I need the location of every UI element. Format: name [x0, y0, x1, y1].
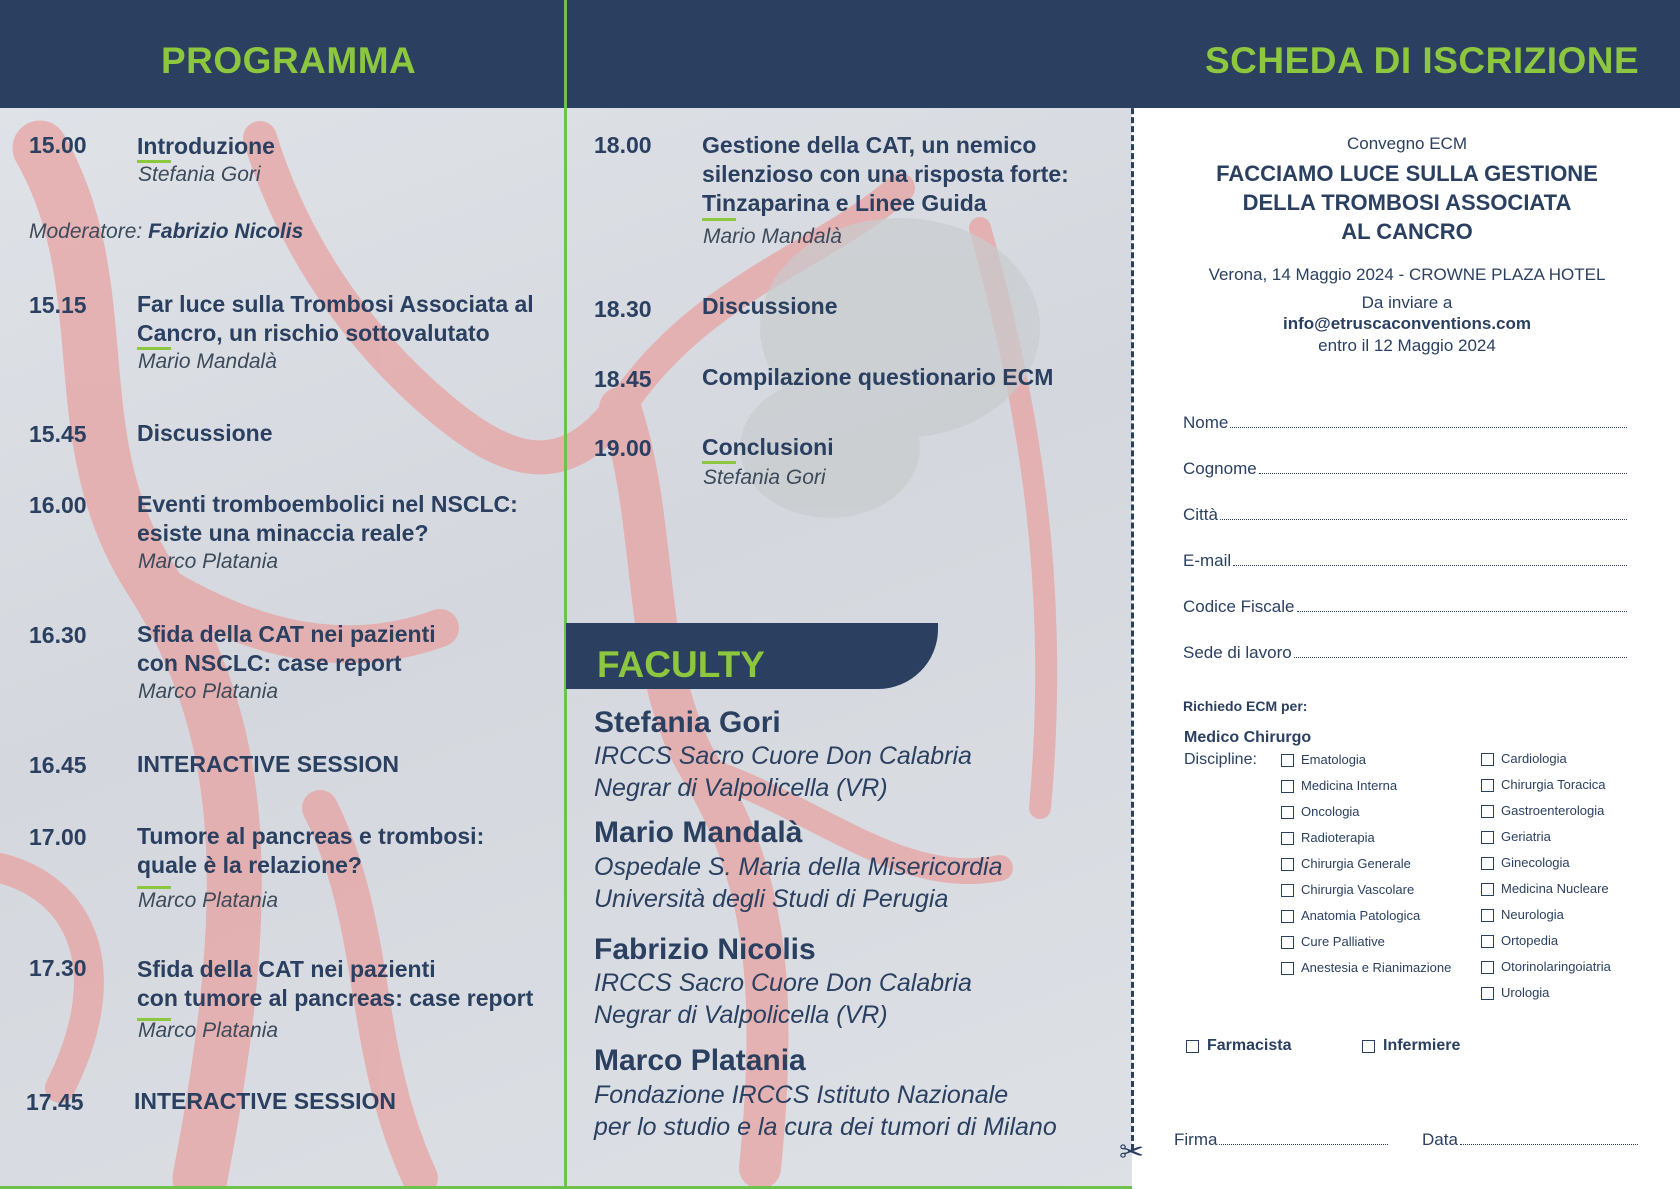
affiliation-line: IRCCS Sacro Cuore Don Calabria — [594, 969, 972, 997]
discipline-checkbox[interactable] — [1481, 805, 1494, 818]
program-time: 16.45 — [29, 752, 87, 778]
nome-field[interactable] — [1183, 413, 1627, 433]
discipline-label: Medicina Nucleare — [1501, 881, 1609, 896]
program-speaker: Mario Mandalà — [138, 350, 277, 373]
program-title: Conclusioni — [702, 434, 834, 460]
program-time: 17.30 — [29, 955, 87, 981]
discipline-label: Ematologia — [1301, 752, 1367, 767]
moderator-label: Moderatore: — [29, 220, 143, 243]
field-label: Città — [1183, 505, 1218, 524]
programma-title: PROGRAMMA — [161, 40, 417, 81]
discipline-label: Geriatria — [1501, 829, 1551, 844]
program-time: 16.30 — [29, 622, 87, 648]
discipline-checkbox[interactable] — [1481, 779, 1494, 792]
discipline-label: Oncologia — [1301, 804, 1360, 819]
scissors-icon: ✂ — [1119, 1136, 1145, 1169]
program-title — [137, 955, 533, 1013]
citta-field[interactable] — [1183, 505, 1627, 525]
faculty-name: Marco Platania — [594, 1044, 806, 1077]
discipline-checkbox[interactable] — [1281, 936, 1294, 949]
discipline-label: Cardiologia — [1501, 751, 1567, 766]
venue: Verona, 14 Maggio 2024 - CROWNE PLAZA HOTEL — [1208, 265, 1606, 284]
discipline-label: Cure Palliative — [1301, 934, 1385, 949]
title-line: Gestione della CAT, un nemico — [702, 132, 1037, 158]
program-speaker: Marco Platania — [138, 889, 279, 912]
program-time: 15.00 — [29, 132, 87, 158]
infermiere-label: Infermiere — [1383, 1037, 1461, 1054]
faculty-name: Fabrizio Nicolis — [594, 933, 816, 966]
program-title — [137, 490, 518, 548]
email-field[interactable] — [1183, 551, 1627, 571]
discipline-label: Otorinolaringoiatria — [1501, 959, 1611, 974]
discipline-checkbox[interactable] — [1281, 910, 1294, 923]
discipline-label: Chirurgia Generale — [1301, 856, 1411, 871]
program-time: 17.00 — [29, 824, 87, 850]
program-time: 18.45 — [594, 366, 652, 392]
discipline-label: Gastroenterologia — [1501, 803, 1605, 818]
infermiere-checkbox[interactable] — [1362, 1040, 1375, 1053]
field-label: Data — [1422, 1130, 1458, 1149]
program-title — [137, 290, 534, 348]
moderator-line — [29, 220, 303, 244]
discipline-checkbox[interactable] — [1481, 857, 1494, 870]
faculty-title: FACULTY — [597, 644, 765, 685]
moderator-name: Fabrizio Nicolis — [148, 220, 304, 243]
send-to: Da inviare a — [1361, 293, 1453, 312]
deadline: entro il 12 Maggio 2024 — [1318, 336, 1496, 355]
title-line: Tinzaparina e Linee Guida — [702, 190, 987, 216]
discipline-checkbox[interactable] — [1481, 961, 1494, 974]
discipline-label: Radioterapia — [1301, 830, 1375, 845]
program-speaker: Mario Mandalà — [703, 225, 842, 248]
discipline-label: Anatomia Patologica — [1301, 908, 1421, 923]
program-title: INTERACTIVE SESSION — [134, 1088, 396, 1114]
affiliation-line: IRCCS Sacro Cuore Don Calabria — [594, 742, 972, 770]
discipline-checkbox[interactable] — [1281, 754, 1294, 767]
data-field[interactable] — [1422, 1130, 1638, 1150]
program-time: 18.30 — [594, 296, 652, 322]
discipline-label: Ortopedia — [1501, 933, 1559, 948]
heading-line: AL CANCRO — [1341, 219, 1473, 244]
discipline-checkbox[interactable] — [1481, 987, 1494, 1000]
field-label: Sede di lavoro — [1183, 643, 1292, 662]
discipline-label: Discipline: — [1184, 751, 1257, 768]
discipline-checkbox[interactable] — [1281, 806, 1294, 819]
program-title — [137, 822, 484, 880]
discipline-label: Medicina Interna — [1301, 778, 1398, 793]
faculty-affiliation — [594, 967, 972, 1031]
discipline-label: Anestesia e Rianimazione — [1301, 960, 1452, 975]
title-line: quale è la relazione? — [137, 852, 362, 878]
program-time: 17.45 — [26, 1089, 84, 1115]
program-title — [137, 620, 436, 678]
program-title: Introduzione — [137, 133, 275, 159]
field-label: Codice Fiscale — [1183, 597, 1295, 616]
title-line: Sfida della CAT nei pazienti — [137, 956, 436, 982]
title-line: con NSCLC: case report — [137, 650, 402, 676]
program-title: Discussione — [702, 293, 838, 319]
farmacista-label: Farmacista — [1207, 1037, 1292, 1054]
field-label: Firma — [1174, 1130, 1218, 1149]
title-line: esiste una minaccia reale? — [137, 520, 429, 546]
field-label: Nome — [1183, 413, 1229, 432]
affiliation-line: Negrar di Valpolicella (VR) — [594, 774, 888, 802]
convegno-label: Convegno ECM — [1346, 134, 1467, 153]
discipline-checkbox[interactable] — [1281, 780, 1294, 793]
faculty-name: Mario Mandalà — [594, 816, 803, 849]
program-speaker: Marco Platania — [138, 680, 279, 703]
title-line: Tumore al pancreas e trombosi: — [137, 823, 485, 849]
panel-divider — [564, 0, 567, 1189]
discipline-label: Neurologia — [1501, 907, 1564, 922]
title-line: Eventi tromboembolici nel NSCLC: — [137, 491, 518, 517]
faculty-affiliation — [594, 740, 972, 804]
discipline-checkbox[interactable] — [1481, 883, 1494, 896]
discipline-label: Urologia — [1501, 985, 1550, 1000]
affiliation-line: per lo studio e la cura dei tumori di Milano — [594, 1113, 1057, 1141]
discipline-checkbox[interactable] — [1281, 884, 1294, 897]
heading-line: DELLA TROMBOSI ASSOCIATA — [1242, 190, 1572, 215]
ecm-label: Richiedo ECM per: — [1183, 698, 1308, 714]
discipline-checkbox[interactable] — [1481, 909, 1494, 922]
sede-lavoro-field[interactable] — [1183, 643, 1627, 663]
discipline-checkbox[interactable] — [1281, 962, 1294, 975]
program-time: 19.00 — [594, 435, 652, 461]
affiliation-line: Fondazione IRCCS Istituto Nazionale — [594, 1081, 1009, 1109]
title-line: Cancro, un rischio sottovalutato — [137, 320, 490, 346]
codice-fiscale-field[interactable] — [1183, 597, 1627, 617]
program-title — [702, 131, 1069, 218]
title-line: con tumore al pancreas: case report — [137, 985, 534, 1011]
title-line: Far luce sulla Trombosi Associata al — [137, 291, 534, 317]
program-time: 15.15 — [29, 292, 87, 318]
event-heading — [1134, 159, 1680, 246]
program-speaker: Marco Platania — [138, 550, 279, 573]
discipline-checkbox[interactable] — [1481, 935, 1494, 948]
heading-line: FACCIAMO LUCE SULLA GESTIONE — [1216, 161, 1598, 186]
discipline-checkbox[interactable] — [1281, 858, 1294, 871]
faculty-affiliation — [594, 1079, 1057, 1143]
title-line: Sfida della CAT nei pazienti — [137, 621, 436, 647]
scheda-title: SCHEDA DI ISCRIZIONE — [1205, 40, 1640, 81]
field-label: Cognome — [1183, 459, 1257, 478]
program-time: 16.00 — [29, 492, 87, 518]
title-underline — [702, 461, 736, 464]
program-time: 18.00 — [594, 132, 652, 158]
program-time: 15.45 — [29, 421, 87, 447]
program-title: Compilazione questionario ECM — [702, 364, 1054, 390]
affiliation-line: Università degli Studi di Perugia — [594, 885, 949, 913]
faculty-affiliation — [594, 851, 1003, 915]
program-speaker: Marco Platania — [138, 1019, 279, 1042]
discipline-checkbox[interactable] — [1481, 753, 1494, 766]
program-speaker: Stefania Gori — [138, 163, 261, 186]
faculty-name: Stefania Gori — [594, 706, 781, 739]
discipline-label: Ginecologia — [1501, 855, 1570, 870]
program-speaker: Stefania Gori — [703, 466, 826, 489]
affiliation-line: Negrar di Valpolicella (VR) — [594, 1001, 888, 1029]
discipline-label: Chirurgia Vascolare — [1301, 882, 1415, 897]
program-title: Discussione — [137, 420, 273, 446]
medico-label: Medico Chirurgo — [1184, 729, 1312, 746]
farmacista-checkbox[interactable] — [1186, 1040, 1199, 1053]
email-link[interactable]: info@etruscaconventions.com — [1282, 314, 1531, 333]
field-label: E-mail — [1183, 551, 1232, 570]
firma-field[interactable] — [1174, 1130, 1388, 1150]
discipline-label: Chirurgia Toracica — [1501, 777, 1606, 792]
discipline-checkbox[interactable] — [1481, 831, 1494, 844]
affiliation-line: Ospedale S. Maria della Misericordia — [594, 853, 1003, 881]
program-title: INTERACTIVE SESSION — [137, 751, 399, 777]
title-underline — [702, 218, 736, 221]
cognome-field[interactable] — [1183, 459, 1627, 479]
discipline-checkbox[interactable] — [1281, 832, 1294, 845]
title-line: silenzioso con una risposta forte: — [702, 161, 1069, 187]
